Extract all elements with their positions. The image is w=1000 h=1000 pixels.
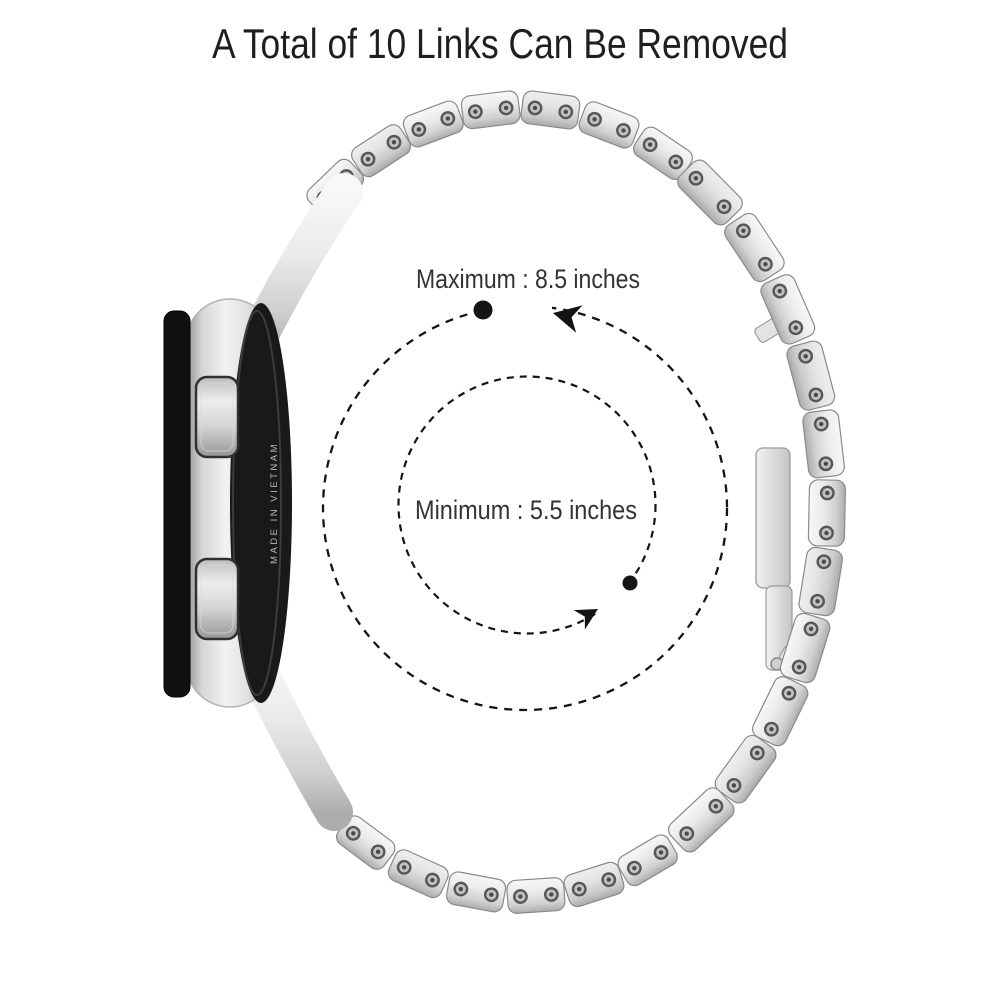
band-link-shade: [562, 860, 626, 909]
band-link: [401, 98, 466, 149]
band-link: [386, 847, 452, 901]
watch-caseback: [230, 303, 292, 703]
outer-circle-dot: [474, 301, 493, 320]
watch-screen-edge: [164, 311, 190, 697]
band-link-plate: [615, 832, 681, 889]
size-guide: [323, 264, 727, 710]
inner-circle-gap: [597, 584, 637, 628]
band-link: [520, 90, 581, 130]
band-link-plate: [401, 98, 466, 149]
band-link: [562, 860, 626, 909]
maximum-label: Maximum : 8.5 inches: [416, 264, 640, 294]
band-link-plate: [721, 210, 787, 285]
band-link: [798, 546, 844, 617]
watch-button-upper: [196, 377, 238, 457]
watch-button-lower: [196, 559, 238, 639]
minimum-label: Minimum : 5.5 inches: [415, 495, 637, 525]
clasp-plate: [756, 448, 790, 588]
band-link: [785, 339, 837, 412]
watch-caseback-text: MADE IN VIETNAM: [269, 442, 280, 564]
band-link: [808, 480, 845, 547]
outer-circle-gap: [488, 292, 552, 334]
outer-circle-arrow: [550, 299, 583, 332]
band-link: [506, 877, 565, 914]
title: A Total of 10 Links Can Be Removed: [212, 20, 788, 67]
band-link-plate: [576, 99, 641, 150]
inner-circle-dot: [623, 576, 638, 591]
band-link: [721, 210, 787, 285]
band-link: [445, 870, 507, 913]
band-link: [802, 409, 845, 479]
band-link-shade: [785, 339, 837, 412]
band-link: [615, 832, 681, 889]
smartwatch: [164, 192, 344, 812]
band-link: [460, 90, 521, 130]
band-link: [576, 99, 641, 150]
